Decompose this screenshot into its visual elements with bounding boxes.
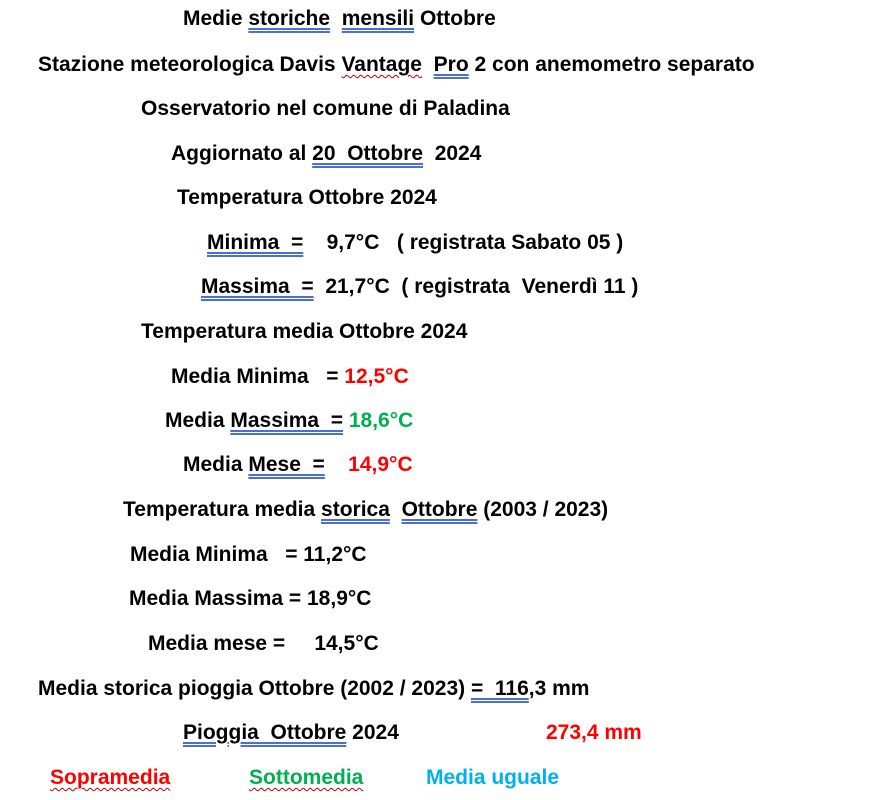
avg-month-pre: Media [183, 453, 249, 476]
avg-month-line [183, 452, 413, 478]
title-text-mensili: mensili [341, 7, 415, 30]
updated-date: 20 Ottobre [312, 142, 424, 165]
hist-heading-storica: storica [321, 498, 390, 521]
legend-above: Sopramedia [50, 766, 171, 789]
minima-label: Minima = [207, 231, 304, 254]
avg-min-line [171, 364, 409, 390]
avg-month-space [325, 453, 348, 476]
avg-max-line [165, 408, 413, 434]
legend-below: Sottomedia [249, 766, 364, 789]
hist-heading-1: Temperatura media [123, 498, 322, 521]
massima-value: 21,7°C ( registrata Venerdì 11 ) [313, 275, 639, 298]
hist-max-line: Media Massima = 18,9°C [129, 587, 372, 610]
rain-2024-label: Pioggia Ottobre [183, 721, 347, 744]
avg-max-value: 18,6°C [348, 409, 414, 432]
rain-hist-post: ,3 mm [528, 677, 590, 700]
temp-month-heading: Temperatura Ottobre 2024 [177, 186, 437, 209]
updated-text-2: 2024 [423, 142, 482, 165]
updated-line [171, 141, 481, 167]
minima-value: 9,7°C ( registrata Sabato 05 ) [303, 231, 624, 254]
station-text-pro: Pro [433, 53, 469, 76]
rain-hist-pre: Media storica pioggia Ottobre (2002 / 2023) [38, 677, 471, 700]
rain-2024-line [183, 720, 399, 746]
rain-hist-line [38, 676, 589, 702]
avg-month-label: Mese = [248, 453, 325, 476]
station-space [422, 53, 434, 76]
avg-month-value: 14,9°C [348, 453, 413, 476]
minima-line [207, 230, 623, 256]
title-text-1: Medie [183, 7, 249, 30]
title-space [330, 7, 342, 30]
updated-text-1: Aggiornato al [171, 142, 313, 165]
avg-min-value: 12,5°C [344, 365, 409, 388]
temp-avg-heading: Temperatura media Ottobre 2024 [141, 320, 468, 343]
avg-min-label: Media Minima = [171, 365, 345, 388]
hist-heading-2: (2003 / 2023) [477, 498, 609, 521]
title-text-2: Ottobre [414, 7, 496, 30]
hist-min-line: Media Minima = 11,2°C [130, 543, 367, 566]
rain-hist-eq: = 116 [470, 677, 529, 700]
hist-heading-space [390, 498, 402, 521]
station-text-1: Stazione meteorologica Davis [38, 53, 342, 76]
hist-heading [123, 497, 608, 523]
hist-heading-ottobre: Ottobre [401, 498, 478, 521]
massima-label: Massima = [201, 275, 314, 298]
avg-max-pre: Media [165, 409, 231, 432]
avg-max-label: Massima = [230, 409, 344, 432]
rain-2024-value: 273,4 mm [546, 721, 642, 744]
station-text-vantage: Vantage [341, 53, 422, 76]
massima-line [201, 274, 638, 300]
hist-month-line: Media mese = 14,5°C [148, 632, 379, 655]
station-line [38, 52, 755, 78]
title-text-storiche: storiche [248, 7, 331, 30]
station-text-2: 2 con anemometro separato [468, 53, 755, 76]
rain-2024-year: 2024 [346, 721, 399, 744]
page-title [183, 6, 496, 32]
observatory-line: Osservatorio nel comune di Paladina [141, 97, 510, 120]
legend-equal: Media uguale [426, 766, 560, 789]
